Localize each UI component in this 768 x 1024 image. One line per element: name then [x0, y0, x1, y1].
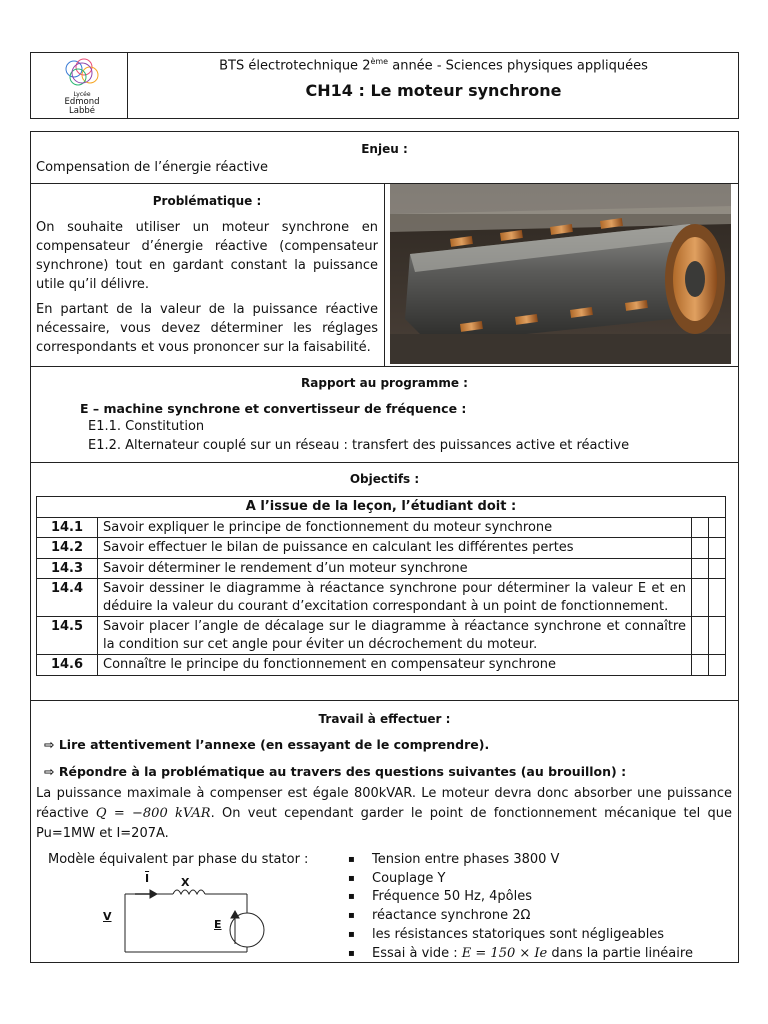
- probl-para-1: On souhaite utiliser un moteur synchrone en compensateur d’énergie réactive (compensateur synchrone) tout en gardant constant la puissance utile qu’il délivre.: [36, 220, 378, 292]
- table-row: [37, 655, 726, 676]
- course-suffix: année - Sciences physiques appliquées: [388, 58, 648, 74]
- objective-text: Savoir effectuer le bilan de puissance en calculant les différentes pertes: [98, 538, 692, 559]
- checkbox-cell[interactable]: [709, 579, 726, 617]
- circuit-label-x: X: [181, 876, 190, 889]
- table-row: [37, 558, 726, 579]
- course-subtitle: [128, 53, 739, 75]
- checkbox-cell[interactable]: [692, 538, 709, 559]
- probl-text: [36, 218, 378, 357]
- travail-heading: Travail à effectuer :: [318, 712, 451, 726]
- arrow-right-icon: ⇨: [44, 737, 55, 752]
- list-item: ▪ réactance synchrone 2Ω: [348, 907, 738, 926]
- specs-list: [348, 851, 738, 963]
- travail-step-2-text: Répondre à la problématique au travers des questions suivantes (au brouillon) :: [58, 764, 627, 779]
- travail-step-2: [44, 763, 626, 781]
- objectives-table-header: A l’issue de la leçon, l’étudiant doit :: [37, 497, 726, 518]
- table-row: [37, 579, 726, 617]
- checkbox-cell[interactable]: [709, 538, 726, 559]
- programme-title: E – machine synchrone et convertisseur de fréquence :: [80, 401, 467, 416]
- logo-line-3: Labbé: [69, 106, 95, 116]
- checkbox-cell[interactable]: [692, 579, 709, 617]
- probl-heading: Problématique :: [152, 194, 262, 208]
- objective-number: 14.1: [37, 517, 98, 538]
- logo-line-2: Edmond: [64, 97, 100, 107]
- programme-item-1: E1.1. Constitution: [88, 419, 205, 434]
- checkbox-cell[interactable]: [692, 558, 709, 579]
- programme-item-2: E1.2. Alternateur couplé sur un réseau : transfert des puissances active et réactive: [88, 438, 630, 453]
- objective-text: Savoir déterminer le rendement d’un moteur synchrone: [98, 558, 692, 579]
- objective-number: 14.3: [37, 558, 98, 579]
- list-item: ▪ Couplage Y: [348, 870, 738, 889]
- course-prefix: BTS électrotechnique 2: [219, 58, 371, 74]
- checkbox-cell[interactable]: [709, 617, 726, 655]
- school-logo-icon: [52, 55, 112, 115]
- objective-number: 14.2: [37, 538, 98, 559]
- spec-last-prefix: Essai à vide :: [372, 945, 462, 961]
- objectives-table: [36, 496, 726, 676]
- travail-para-a: La puissance maximale à compenser est égale 800kVAR. Le moteur devra donc absorber une puissance réactive: [36, 786, 732, 821]
- travail-step-1: [44, 736, 489, 754]
- list-item: ▪ Fréquence 50 Hz, 4pôles: [348, 888, 738, 907]
- objective-number: 14.6: [37, 655, 98, 676]
- checkbox-cell[interactable]: [692, 617, 709, 655]
- checkbox-cell[interactable]: [692, 517, 709, 538]
- objective-text: Savoir placer l’angle de décalage sur le diagramme à réactance synchrone et connaître la condition sur cet angle pour éviter un décrochement du moteur.: [98, 617, 692, 655]
- checkbox-cell[interactable]: [709, 655, 726, 676]
- checkbox-cell[interactable]: [709, 517, 726, 538]
- list-item: [348, 945, 738, 964]
- circuit-label-i: $\overline{I}$: [145, 872, 150, 885]
- objective-number: 14.4: [37, 579, 98, 617]
- checkbox-cell[interactable]: [709, 558, 726, 579]
- formula-q: Q = −800 kVAR: [95, 806, 211, 821]
- arrow-right-icon: ⇨: [44, 764, 55, 779]
- divider-objectifs: [30, 700, 739, 701]
- page-title: CH14 : Le moteur synchrone: [305, 81, 562, 100]
- objective-text: Connaître le principe du fonctionnement en compensateur synchrone: [98, 655, 692, 676]
- circuit-label-e: E: [214, 918, 222, 931]
- spec-last-formula: E = 150 × Ie: [461, 945, 548, 961]
- model-label: Modèle équivalent par phase du stator :: [48, 852, 309, 867]
- objective-text: Savoir expliquer le principe de fonctionnement du moteur synchrone: [98, 517, 692, 538]
- circuit-label-v: V: [103, 910, 112, 923]
- list-item: ▪ Tension entre phases 3800 V: [348, 851, 738, 870]
- list-item: ▪ les résistances statoriques sont négligeables: [348, 926, 738, 945]
- synchronous-motor-photo: [390, 184, 731, 364]
- travail-step-1-text: Lire attentivement l’annexe (en essayant de le comprendre).: [58, 737, 490, 752]
- objective-text: Savoir dessiner le diagramme à réactance synchrone pour déterminer la valeur E et en déduire la valeur du courant d’excitation correspondant à un point de fonctionnement.: [98, 579, 692, 617]
- objectives-table-header-row: [37, 497, 726, 518]
- objectifs-heading: Objectifs :: [349, 472, 420, 486]
- spec-last-suffix: dans la partie linéaire: [547, 945, 693, 961]
- course-sup: ème: [370, 57, 389, 66]
- programme-heading: Rapport au programme :: [301, 376, 468, 390]
- circuit-diagram: [95, 868, 275, 958]
- probl-divider-vertical: [384, 183, 385, 366]
- checkbox-cell[interactable]: [692, 655, 709, 676]
- probl-para-2: En partant de la valeur de la puissance réactive nécessaire, vous devez déterminer les réglages correspondants et vous prononcer sur la faisabilité.: [36, 302, 378, 355]
- objective-number: 14.5: [37, 617, 98, 655]
- enjeu-text: Compensation de l’énergie réactive: [36, 160, 269, 175]
- logo-line-1: Lycée: [73, 91, 91, 98]
- table-row: [37, 538, 726, 559]
- travail-para-b: . On veut cependant garder le point de fonctionnement mécanique tel que Pu=1MW et I=207A.: [36, 806, 732, 841]
- divider-probl: [30, 366, 739, 367]
- enjeu-heading: Enjeu :: [361, 142, 408, 156]
- travail-paragraph: [36, 784, 732, 844]
- table-row: [37, 517, 726, 538]
- table-row: [37, 617, 726, 655]
- divider-programme: [30, 462, 739, 463]
